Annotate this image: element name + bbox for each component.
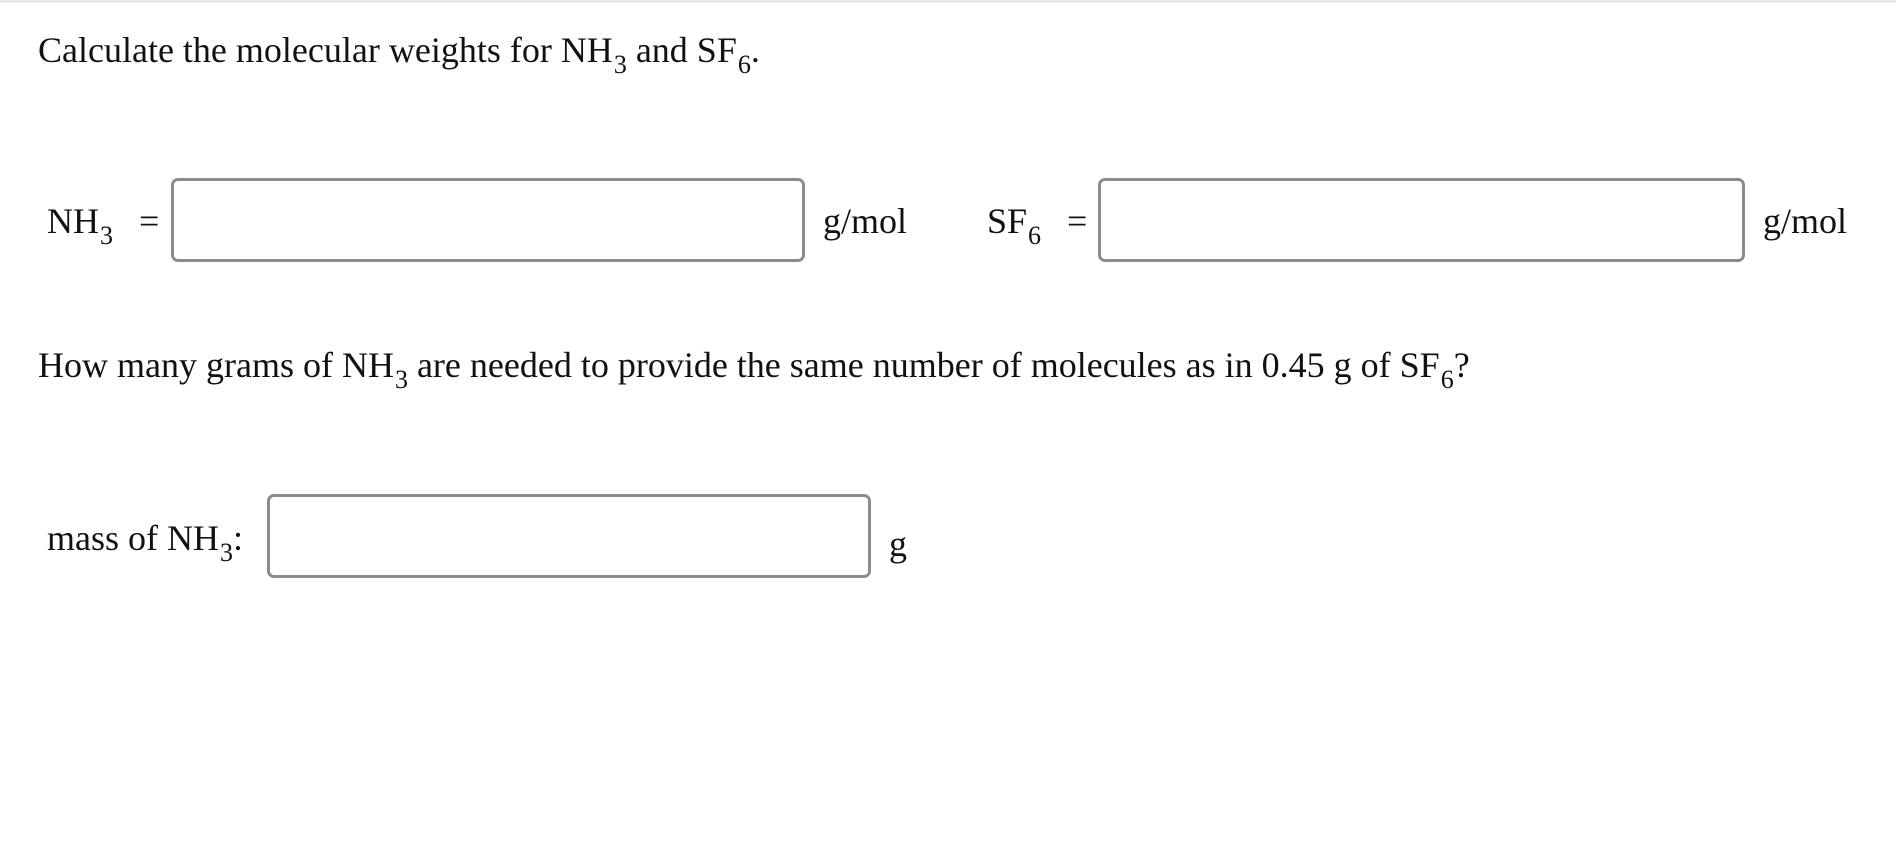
question1-sf6-base: SF xyxy=(696,30,737,70)
question2-of: of xyxy=(1351,345,1400,385)
mass-label-prefix: mass of xyxy=(47,518,167,558)
question-mass-needed xyxy=(38,345,1470,394)
question2-suffix: ? xyxy=(1453,345,1470,385)
nh3-label-base: NH xyxy=(47,201,99,241)
question2-sf6 xyxy=(1399,345,1454,394)
question1-suffix: . xyxy=(750,30,760,70)
question1-sf6-subscript: 6 xyxy=(737,50,751,79)
mass-label-subscript: 3 xyxy=(220,538,233,567)
question1-connector: and xyxy=(626,30,697,70)
question2-nh3-subscript: 3 xyxy=(394,365,408,394)
sf6-unit-label: g/mol xyxy=(1763,201,1848,241)
sf6-label xyxy=(987,201,1088,250)
nh3-mass-input[interactable] xyxy=(267,494,871,578)
nh3-molecular-weight-input[interactable] xyxy=(171,178,805,262)
question1-sf6 xyxy=(696,30,751,79)
question1-nh3 xyxy=(560,30,627,79)
nh3-label xyxy=(47,201,160,250)
question1-prefix: Calculate the molecular weights for xyxy=(38,30,561,70)
question1-nh3-base: NH xyxy=(560,30,613,70)
question2-unit: g xyxy=(1333,345,1352,385)
sf6-molecular-weight-input[interactable] xyxy=(1098,178,1745,262)
mass-label xyxy=(47,518,244,567)
nh3-equals-sign: = xyxy=(139,201,160,241)
question2-mass-value: 0.45 xyxy=(1261,345,1325,385)
top-divider xyxy=(0,0,1896,3)
question2-middle: are needed to provide the same number of molecules as in xyxy=(407,345,1262,385)
nh3-label-subscript: 3 xyxy=(100,221,113,250)
question2-prefix: How many grams of xyxy=(38,345,342,385)
sf6-label-base: SF xyxy=(987,201,1028,241)
question1-nh3-subscript: 3 xyxy=(613,50,627,79)
question2-sf6-base: SF xyxy=(1399,345,1440,385)
mass-label-colon: : xyxy=(233,518,244,558)
sf6-equals-sign: = xyxy=(1067,201,1088,241)
mass-label-base: NH xyxy=(167,518,219,558)
mass-unit-label: g xyxy=(889,524,907,564)
question-molecular-weights xyxy=(38,30,760,79)
question2-nh3 xyxy=(341,345,408,394)
sf6-label-subscript: 6 xyxy=(1028,221,1042,250)
question2-nh3-base: NH xyxy=(341,345,394,385)
question2-sf6-subscript: 6 xyxy=(1440,365,1454,394)
nh3-unit-label: g/mol xyxy=(823,201,908,241)
